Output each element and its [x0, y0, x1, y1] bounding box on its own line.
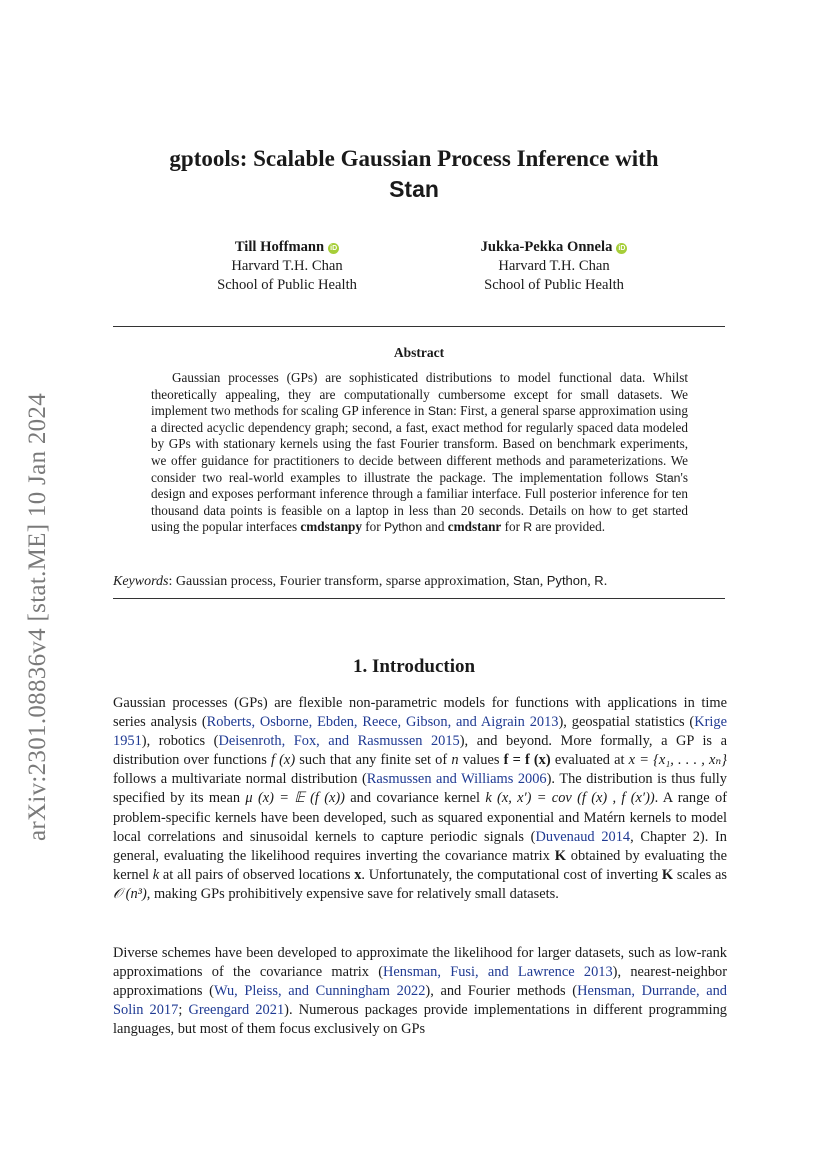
citation-link[interactable]: Hensman, Fusi, and Lawrence 2013: [383, 964, 613, 981]
intro-paragraph-1: Gaussian processes (GPs) are flexible non-parametric models for functions with applications in time series analysis (Roberts, Osborne, Ebden, Reece, Gibson, and Aigrain 2013), geospatial statistics (Krige 1951), robotics (Deisenroth, Fox, and Rasmussen 2015), and beyond. More formally, a GP is a distribution over functions f (x) such that any finite set of n values f = f (x) evaluated at x = {x₁, . . . , xₙ} follows a multivariate normal distribution (Rasmussen and Williams 2006). The distribution is thus fully specified by its mean μ (x) = 𝔼 (f (x)) and covariance kernel k (x, x′) = cov (f (x) , f (x′)). A range of problem-specific kernels have been developed, such as squared exponential and Matérn kernels to model local correlations and sinusoidal kernels to capture periodic signals (Duvenaud 2014, Chapter 2). In general, evaluating the likelihood requires inverting the covariance matrix K obtained by evaluating the kernel k at all pairs of observed locations x. Unfortunately, the computational cost of inverting K scales as 𝒪 (n³), making GPs prohibitively expensive save for relatively small datasets.: [113, 695, 728, 902]
arxiv-sidebar: [18, 362, 58, 872]
python-name: Python: [383, 520, 423, 535]
intro-paragraph-2: Diverse schemes have been developed to approximate the likelihood for larger datasets, such as low-rank approximations of the covariance matrix (Hensman, Fusi, and Lawrence 2013), nearest-neighbor approximations (Wu, Pleiss, and Cunningham 2022), and Fourier methods (Hensman, Durrande, and Solin 2017; Greengard 2021). Numerous packages provide implementations in different programming languages, but most of them focus exclusively on GPs: [113, 945, 728, 1038]
title-line-2: Stan: [389, 176, 439, 202]
stan-name: Stan: [655, 470, 681, 485]
arxiv-identifier: arXiv:2301.08836v4 [stat.ME] 10 Jan 2024: [24, 392, 51, 842]
author-name: Till Hoffmann: [234, 239, 325, 255]
keywords-line: Keywords: Gaussian process, Fourier transform, sparse approximation, Stan, Python, R.: [113, 573, 608, 589]
author-block-1: [157, 238, 417, 295]
keywords-label: Keywords: [113, 574, 169, 589]
cmdstanr-name: cmdstanr: [447, 519, 502, 535]
author-affiliation: School of Public Health: [484, 277, 624, 293]
author-affiliation: Harvard T.H. Chan: [498, 258, 610, 274]
orcid-icon[interactable]: iD: [330, 245, 338, 252]
paper-title: [0, 144, 828, 204]
title-line-1: gptools: Scalable Gaussian Process Inference with: [169, 146, 659, 171]
abstract-body: Gaussian processes (GPs) are sophisticated distributions to model functional data. Whilst theoretically appealing, they are computationally cumbersome except for small datasets. We implement two methods for scaling GP inference in Stan: First, a general sparse approximation using a directed acyclic dependency graph; second, a fast, exact method for regularly spaced data modeled by GPs with stationary kernels using the fast Fourier transform. Based on benchmark experiments, we offer guidance for practitioners to decide between different methods and parameterizations. We consider two real-world examples to illustrate the package. The implementation follows Stan's design and exposes performant inference through a familiar interface. Full posterior inference for ten thousand data points is feasible on a laptop in less than 20 seconds. Details on how to get started using the popular interfaces cmdstanpy for Python and cmdstanr for R are provided.: [151, 370, 688, 535]
author-affiliation: Harvard T.H. Chan: [231, 258, 343, 274]
citation-link[interactable]: Hensman, Durrande, and Solin 2017: [113, 983, 727, 1019]
citation-link[interactable]: Krige 1951: [113, 714, 727, 750]
citation-link[interactable]: Duvenaud 2014: [535, 828, 631, 845]
r-name: R: [523, 520, 533, 535]
citation-link[interactable]: Rasmussen and Williams 2006: [366, 771, 547, 788]
citation-link[interactable]: Roberts, Osborne, Ebden, Reece, Gibson, and Aigrain 2013: [206, 714, 559, 731]
abstract-heading: Abstract: [393, 345, 445, 360]
top-rule: [113, 326, 725, 327]
author-affiliation: School of Public Health: [217, 277, 357, 293]
author-name: Jukka-Pekka Onnela: [480, 239, 613, 255]
citation-link[interactable]: Wu, Pleiss, and Cunningham 2022: [213, 983, 426, 1000]
author-block-2: [424, 238, 684, 295]
orcid-icon[interactable]: iD: [618, 245, 626, 252]
citation-link[interactable]: Deisenroth, Fox, and Rasmussen 2015: [218, 733, 460, 750]
cmdstanpy-name: cmdstanpy: [300, 519, 362, 535]
section-heading: 1. Introduction: [352, 656, 476, 677]
citation-link[interactable]: Greengard 2021: [188, 1002, 285, 1019]
stan-name: Stan: [427, 404, 454, 419]
bottom-rule: [113, 598, 725, 599]
